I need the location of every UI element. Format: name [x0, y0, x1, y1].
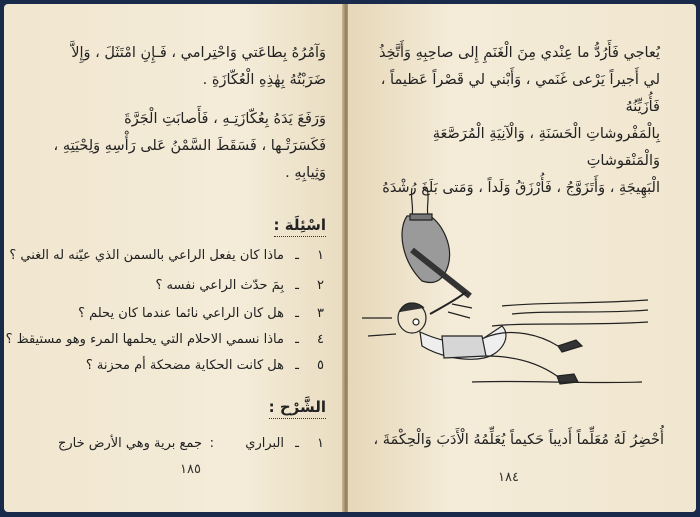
text-line: لي أَجيراً يَرْعى غَنَمي ، وَأَبْني لي قَصْراً عَظيماً ، فَأُزَيِّنُهُ — [380, 72, 660, 115]
question-item — [5, 332, 324, 356]
page-number-right: ١٨٤ — [498, 470, 519, 485]
question-text: ماذا نسمي الاحلام التي يحلمها المرء وهو مستيقظ ؟ — [5, 332, 284, 347]
explanation-word: البراري — [245, 436, 284, 451]
question-dash: ـ — [295, 306, 299, 321]
right-page — [348, 4, 696, 512]
question-item — [44, 358, 324, 382]
right-paragraph — [360, 40, 660, 202]
explanation-number: ١ — [317, 436, 324, 451]
left-paragraph-2 — [34, 106, 326, 187]
left-paragraph-1 — [34, 40, 326, 94]
questions-heading: اسْئِلَة : — [124, 216, 326, 234]
question-item — [44, 306, 324, 330]
question-text: ماذا كان يفعل الراعي بالسمن الذي عيّنه له الغني ؟ — [9, 248, 284, 263]
question-text: بِمَ حدّث الراعي نفسه ؟ — [155, 278, 284, 293]
explanation-dash: ـ — [295, 436, 299, 451]
explanation-item — [44, 436, 324, 460]
question-dash: ـ — [295, 358, 299, 373]
question-item — [44, 278, 324, 302]
question-dash: ـ — [295, 248, 299, 263]
question-number: ٤ — [317, 332, 324, 347]
page-number-left: ١٨٥ — [180, 462, 201, 477]
text-line: وَرَفَعَ يَدَهُ بِعُكّازَتِـهِ ، فَأَصابَتِ الْجَرَّةَ — [124, 111, 326, 127]
question-number: ١ — [317, 248, 324, 263]
text-line: يُعاجي فَأَرُدُّ ما عِنْدي مِنَ الْغَنَمِ إِلى صاحِبِهِ وَأَتَّخِذُ — [378, 45, 660, 61]
question-item — [9, 248, 324, 272]
text-line: ضَرَبْتُهُ بِهٰذِهِ الْعُكّازَةِ . — [202, 72, 326, 88]
question-number: ٥ — [317, 358, 324, 373]
text-line: وَثِيابِهِ . — [285, 165, 326, 181]
explanation-colon: : — [209, 436, 214, 451]
question-number: ٢ — [317, 278, 324, 293]
question-dash: ـ — [295, 278, 299, 293]
question-dash: ـ — [295, 332, 299, 347]
text-line: بِالْمَفْروشاتِ الْحَسَنَةِ ، وَالْآنِيَةِ الْمُرَصَّعَةِ وَالْمَنْقوشاتِ — [432, 126, 660, 169]
question-text: هل كان الراعي نائما عندما كان يحلم ؟ — [78, 306, 284, 321]
shepherd-breaking-jar-illustration — [352, 186, 652, 396]
explanation-heading: الشَّرْح : — [124, 398, 326, 416]
question-text: هل كانت الحكاية مضحكة أم محزنة ؟ — [85, 358, 284, 373]
book-spread — [4, 4, 696, 512]
text-line: وَآمُرُهُ بِطاعَتي وَاحْتِرامي ، فَـإِنِ امْتَثَلَ ، وَإِلاَّ — [71, 45, 326, 61]
question-number: ٣ — [317, 306, 324, 321]
left-page — [4, 4, 344, 512]
text-line: الْبَهِيجَةِ ، وَأَتَزَوَّجُ ، فَأُرْزَقُ وَلَداً ، وَمَتى بَلَغَ رُشْدَهُ — [382, 180, 660, 196]
right-bottom-line: أُحْضِرُ لَهُ مُعَلِّماً أَديباً حَكيماً يُعَلِّمُهُ الْأَدَبَ وَالْحِكْمَةَ ، — [373, 432, 664, 448]
text-line: فَكَسَرَتْـها ، فَسَقَطَ السَّمْنُ عَلى رَأْسِهِ وَلِحْيَتِهِ ، — [53, 138, 326, 154]
explanation-meaning: جمع برية وهي الأرض خارج — [57, 436, 202, 451]
